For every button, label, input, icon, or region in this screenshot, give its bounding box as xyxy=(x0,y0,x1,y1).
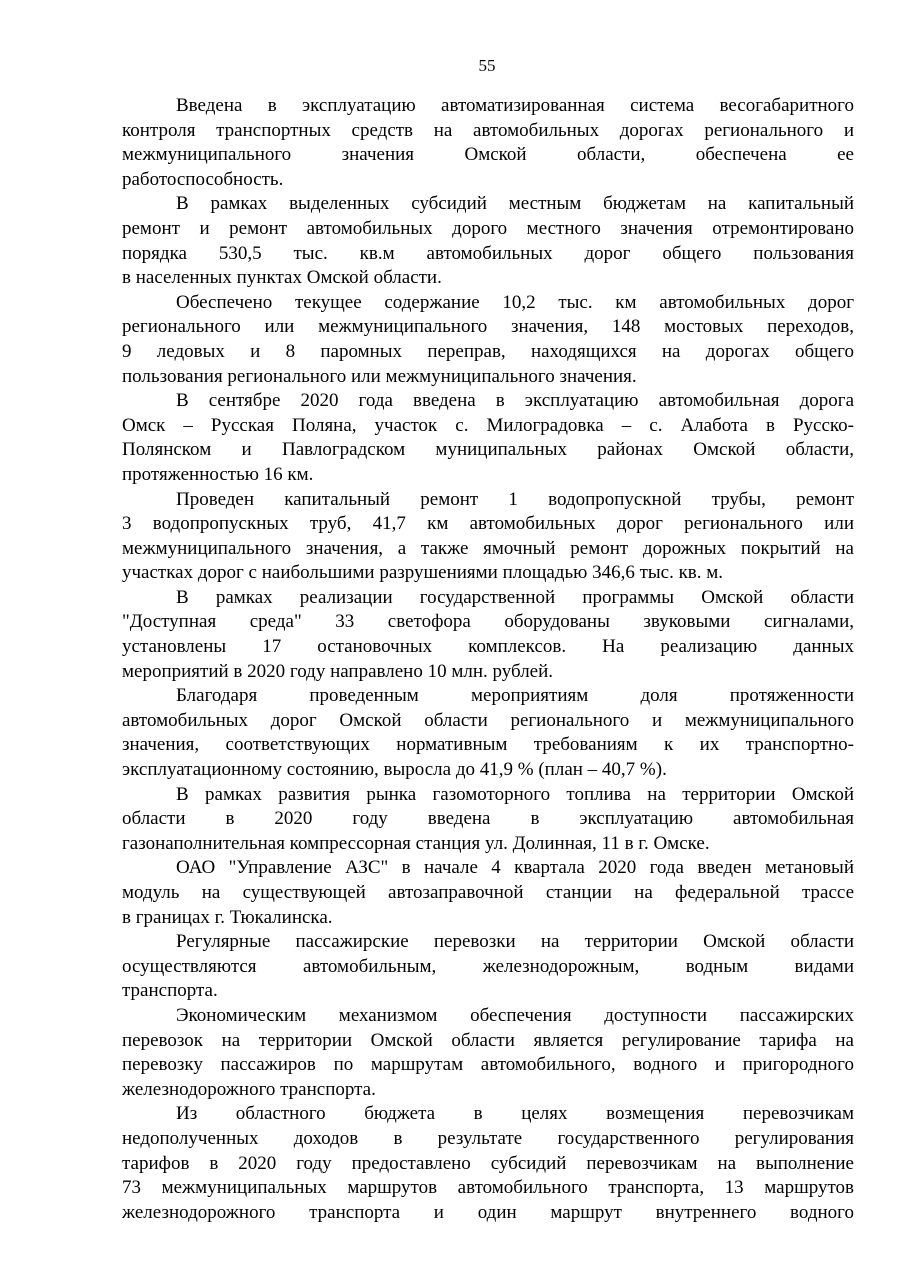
paragraph xyxy=(122,1102,854,1225)
text-line: перевозок на территории Омской области является регулирование тарифа на xyxy=(122,1029,854,1051)
text-line: работоспособность. xyxy=(122,168,284,190)
paragraph xyxy=(122,586,854,684)
text-line: В сентябре 2020 года введена в эксплуатацию автомобильная дорога xyxy=(176,390,854,412)
text-line: В рамках выделенных субсидий местным бюджетам на капитальный xyxy=(176,193,854,215)
text-line: Обеспечено текущее содержание 10,2 тыс. км автомобильных дорог xyxy=(176,291,854,313)
text-line: ремонт и ремонт автомобильных дорого местного значения отремонтировано xyxy=(122,217,854,239)
text-line: в населенных пунктах Омской области. xyxy=(122,267,442,289)
text-line: ОАО "Управление АЗС" в начале 4 квартала 2020 года введен метановый xyxy=(176,857,854,879)
paragraph xyxy=(122,684,854,782)
text-line: порядка 530,5 тыс. кв.м автомобильных дорог общего пользования xyxy=(122,242,854,264)
text-line: Благодаря проведенным мероприятиям доля протяженности xyxy=(176,685,854,707)
text-line: эксплуатационному состоянию, выросла до 41,9 % (план – 40,7 %). xyxy=(122,759,667,781)
text-line: транспорта. xyxy=(122,980,218,1002)
text-line: перевозку пассажиров по маршрутам автомобильного, водного и пригородного xyxy=(122,1054,854,1076)
text-line: регионального или межмуниципального значения, 148 мостовых переходов, xyxy=(122,316,854,338)
text-line: области в 2020 году введена в эксплуатацию автомобильная xyxy=(122,808,854,830)
text-line: значения, соответствующих нормативным требованиям к их транспортно- xyxy=(122,734,854,756)
text-line: модуль на существующей автозаправочной станции на федеральной трассе xyxy=(122,882,854,903)
text-line: межмуниципального значения Омской области, обеспечена ее xyxy=(122,144,854,166)
text-line: 9 ледовых и 8 паромных переправ, находящихся на дорогах общего xyxy=(122,340,854,362)
text-line: протяженностью 16 км. xyxy=(122,463,314,485)
text-line: Полянском и Павлоградском муниципальных районах Омской области, xyxy=(122,439,854,461)
paragraph xyxy=(122,930,854,1004)
page-number: 55 xyxy=(478,56,496,75)
text-line: железнодорожного транспорта и один маршрут внутреннего водного xyxy=(122,1201,854,1223)
text-line: В рамках реализации государственной программы Омской области xyxy=(176,586,854,608)
paragraph xyxy=(122,1004,854,1102)
text-line: железнодорожного транспорта. xyxy=(122,1078,376,1100)
text-line: межмуниципального значения, а также ямочный ремонт дорожных покрытий на xyxy=(122,537,854,559)
text-line: пользования регионального или межмуниципального значения. xyxy=(122,365,637,387)
text-line: В рамках развития рынка газомоторного топлива на территории Омской xyxy=(176,783,854,805)
text-line: автомобильных дорог Омской области регионального и межмуниципального xyxy=(122,709,854,731)
text-line: Введена в эксплуатацию автоматизированная система весогабаритного xyxy=(176,95,854,116)
text-line: осуществляются автомобильным, железнодорожным, водным видами xyxy=(122,955,854,977)
paragraph xyxy=(122,488,854,586)
paragraph xyxy=(122,192,854,290)
text-line: 73 межмуниципальных маршрутов автомобильного транспорта, 13 маршрутов xyxy=(122,1177,854,1199)
paragraph xyxy=(122,389,854,487)
text-line: мероприятий в 2020 году направлено 10 млн. рублей. xyxy=(122,660,554,682)
text-line: участках дорог с наибольшими разрушениями площадью 346,6 тыс. кв. м. xyxy=(122,562,724,584)
text-line: 3 водопропускных труб, 41,7 км автомобильных дорог регионального или xyxy=(122,513,854,535)
document-body xyxy=(122,94,854,1225)
text-line: газонаполнительная компрессорная станция ул. Долинная, 11 в г. Омске. xyxy=(122,832,710,854)
text-line: "Доступная среда" 33 светофора оборудованы звуковыми сигналами, xyxy=(122,611,854,633)
text-line: Регулярные пассажирские перевозки на территории Омской области xyxy=(176,931,854,953)
text-line: Из областного бюджета в целях возмещения перевозчикам xyxy=(176,1103,854,1125)
paragraph xyxy=(122,856,854,930)
text-line: недополученных доходов в результате государственного регулирования xyxy=(122,1127,854,1149)
paragraph xyxy=(122,94,854,192)
paragraph xyxy=(122,291,854,389)
text-line: тарифов в 2020 году предоставлено субсидий перевозчикам на выполнение xyxy=(122,1152,854,1174)
text-line: контроля транспортных средств на автомобильных дорогах регионального и xyxy=(122,119,854,141)
paragraph xyxy=(122,783,854,857)
text-line: Экономическим механизмом обеспечения доступности пассажирских xyxy=(176,1004,854,1026)
text-line: в границах г. Тюкалинска. xyxy=(122,906,333,928)
text-line: Проведен капитальный ремонт 1 водопропускной трубы, ремонт xyxy=(176,488,854,510)
text-line: Омск – Русская Поляна, участок с. Милоградовка – с. Алабота в Русско- xyxy=(122,414,854,436)
text-line: установлены 17 остановочных комплексов. На реализацию данных xyxy=(122,636,854,658)
